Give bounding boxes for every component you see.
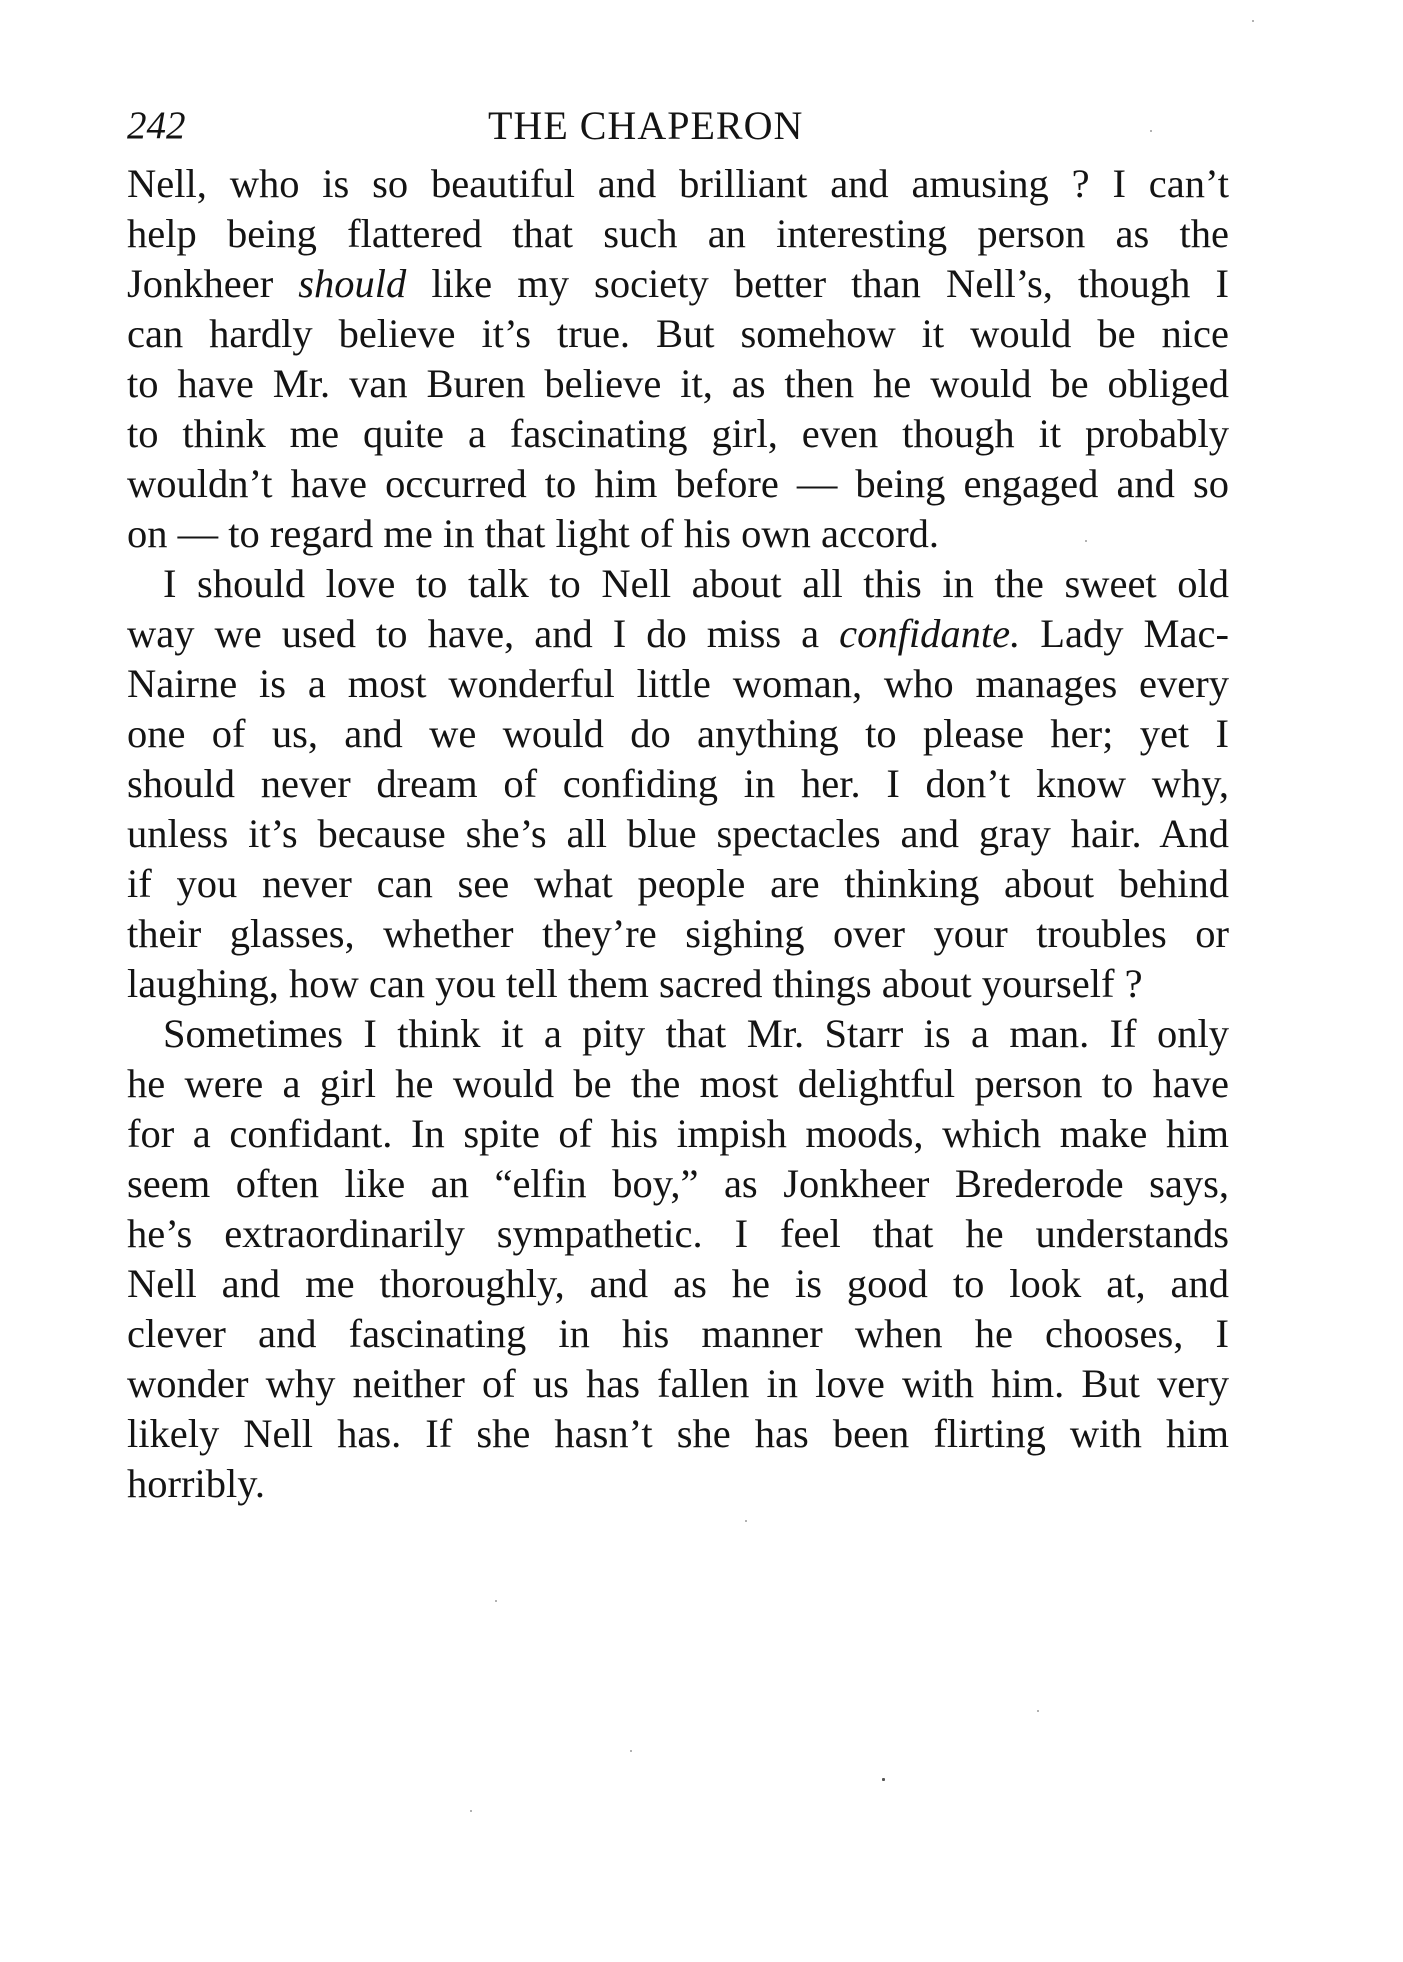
text-line: to think me quite a fascinating girl, even though it probably	[127, 411, 1229, 456]
text-line: if you never can see what people are thinking about behind	[127, 861, 1229, 906]
text-run: like my society better than Nell’s, though I	[406, 261, 1229, 306]
text-run: way we used to have, and I do miss a	[127, 611, 840, 656]
scan-speck	[1085, 540, 1087, 542]
text-line: likely Nell has. If she hasn’t she has been flirting with him	[127, 1411, 1229, 1456]
text-line: can hardly believe it’s true. But somehow it would be nice	[127, 311, 1229, 356]
page-number: 242	[127, 104, 186, 147]
text-line: Sometimes I think it a pity that Mr. Starr is a man. If only	[163, 1011, 1229, 1056]
paragraph-1	[127, 159, 1229, 559]
scan-speck	[1037, 1710, 1039, 1712]
paragraph-2	[127, 559, 1229, 1009]
scan-speck	[630, 1750, 632, 1752]
text-line: seem often like an “elfin boy,” as Jonkheer Brederode says,	[127, 1161, 1229, 1206]
text-line: help being flattered that such an interesting person as the	[127, 211, 1229, 256]
body-text	[127, 159, 1229, 1509]
scan-speck	[745, 1520, 747, 1522]
text-line: Nairne is a most wonderful little woman, who manages every	[127, 661, 1229, 706]
text-line	[127, 609, 1229, 659]
scan-speck	[1252, 20, 1254, 22]
text-line: he were a girl he would be the most delightful person to have	[127, 1061, 1229, 1106]
text-line: horribly.	[127, 1461, 265, 1506]
italic-text: confidante.	[839, 611, 1021, 656]
scan-speck	[470, 1810, 472, 1812]
italic-text: should	[298, 261, 407, 306]
text-line	[127, 259, 1229, 309]
text-line: he’s extraordinarily sympathetic. I feel that he understands	[127, 1211, 1229, 1256]
text-line: wouldn’t have occurred to him before — being engaged and so	[127, 461, 1229, 506]
paragraph-3	[127, 1009, 1229, 1509]
text-line: wonder why neither of us has fallen in love with him. But very	[127, 1361, 1229, 1406]
text-line: laughing, how can you tell them sacred things about yourself ?	[127, 961, 1143, 1006]
running-head	[127, 98, 1227, 158]
scan-speck	[1150, 130, 1152, 132]
text-line: should never dream of confiding in her. I don’t know why,	[127, 761, 1229, 806]
text-line: Nell, who is so beautiful and brilliant and amusing ? I can’t	[127, 161, 1229, 206]
text-line: unless it’s because she’s all blue spectacles and gray hair. And	[127, 811, 1229, 856]
text-line: their glasses, whether they’re sighing over your troubles or	[127, 911, 1229, 956]
text-line: Nell and me thoroughly, and as he is good to look at, and	[127, 1261, 1229, 1306]
scan-speck	[495, 1600, 497, 1602]
scan-speck	[882, 1778, 885, 1781]
text-line: clever and fascinating in his manner when he chooses, I	[127, 1311, 1229, 1356]
text-line: I should love to talk to Nell about all this in the sweet old	[163, 561, 1229, 606]
text-line: one of us, and we would do anything to please her; yet I	[127, 711, 1229, 756]
text-line: to have Mr. van Buren believe it, as then he would be obliged	[127, 361, 1229, 406]
text-run: Lady Mac-	[1020, 611, 1229, 656]
book-title: THE CHAPERON	[488, 103, 804, 148]
text-line: for a confidant. In spite of his impish moods, which make him	[127, 1111, 1229, 1156]
text-run: Jonkheer	[127, 261, 299, 306]
text-line: on — to regard me in that light of his own accord.	[127, 511, 940, 556]
